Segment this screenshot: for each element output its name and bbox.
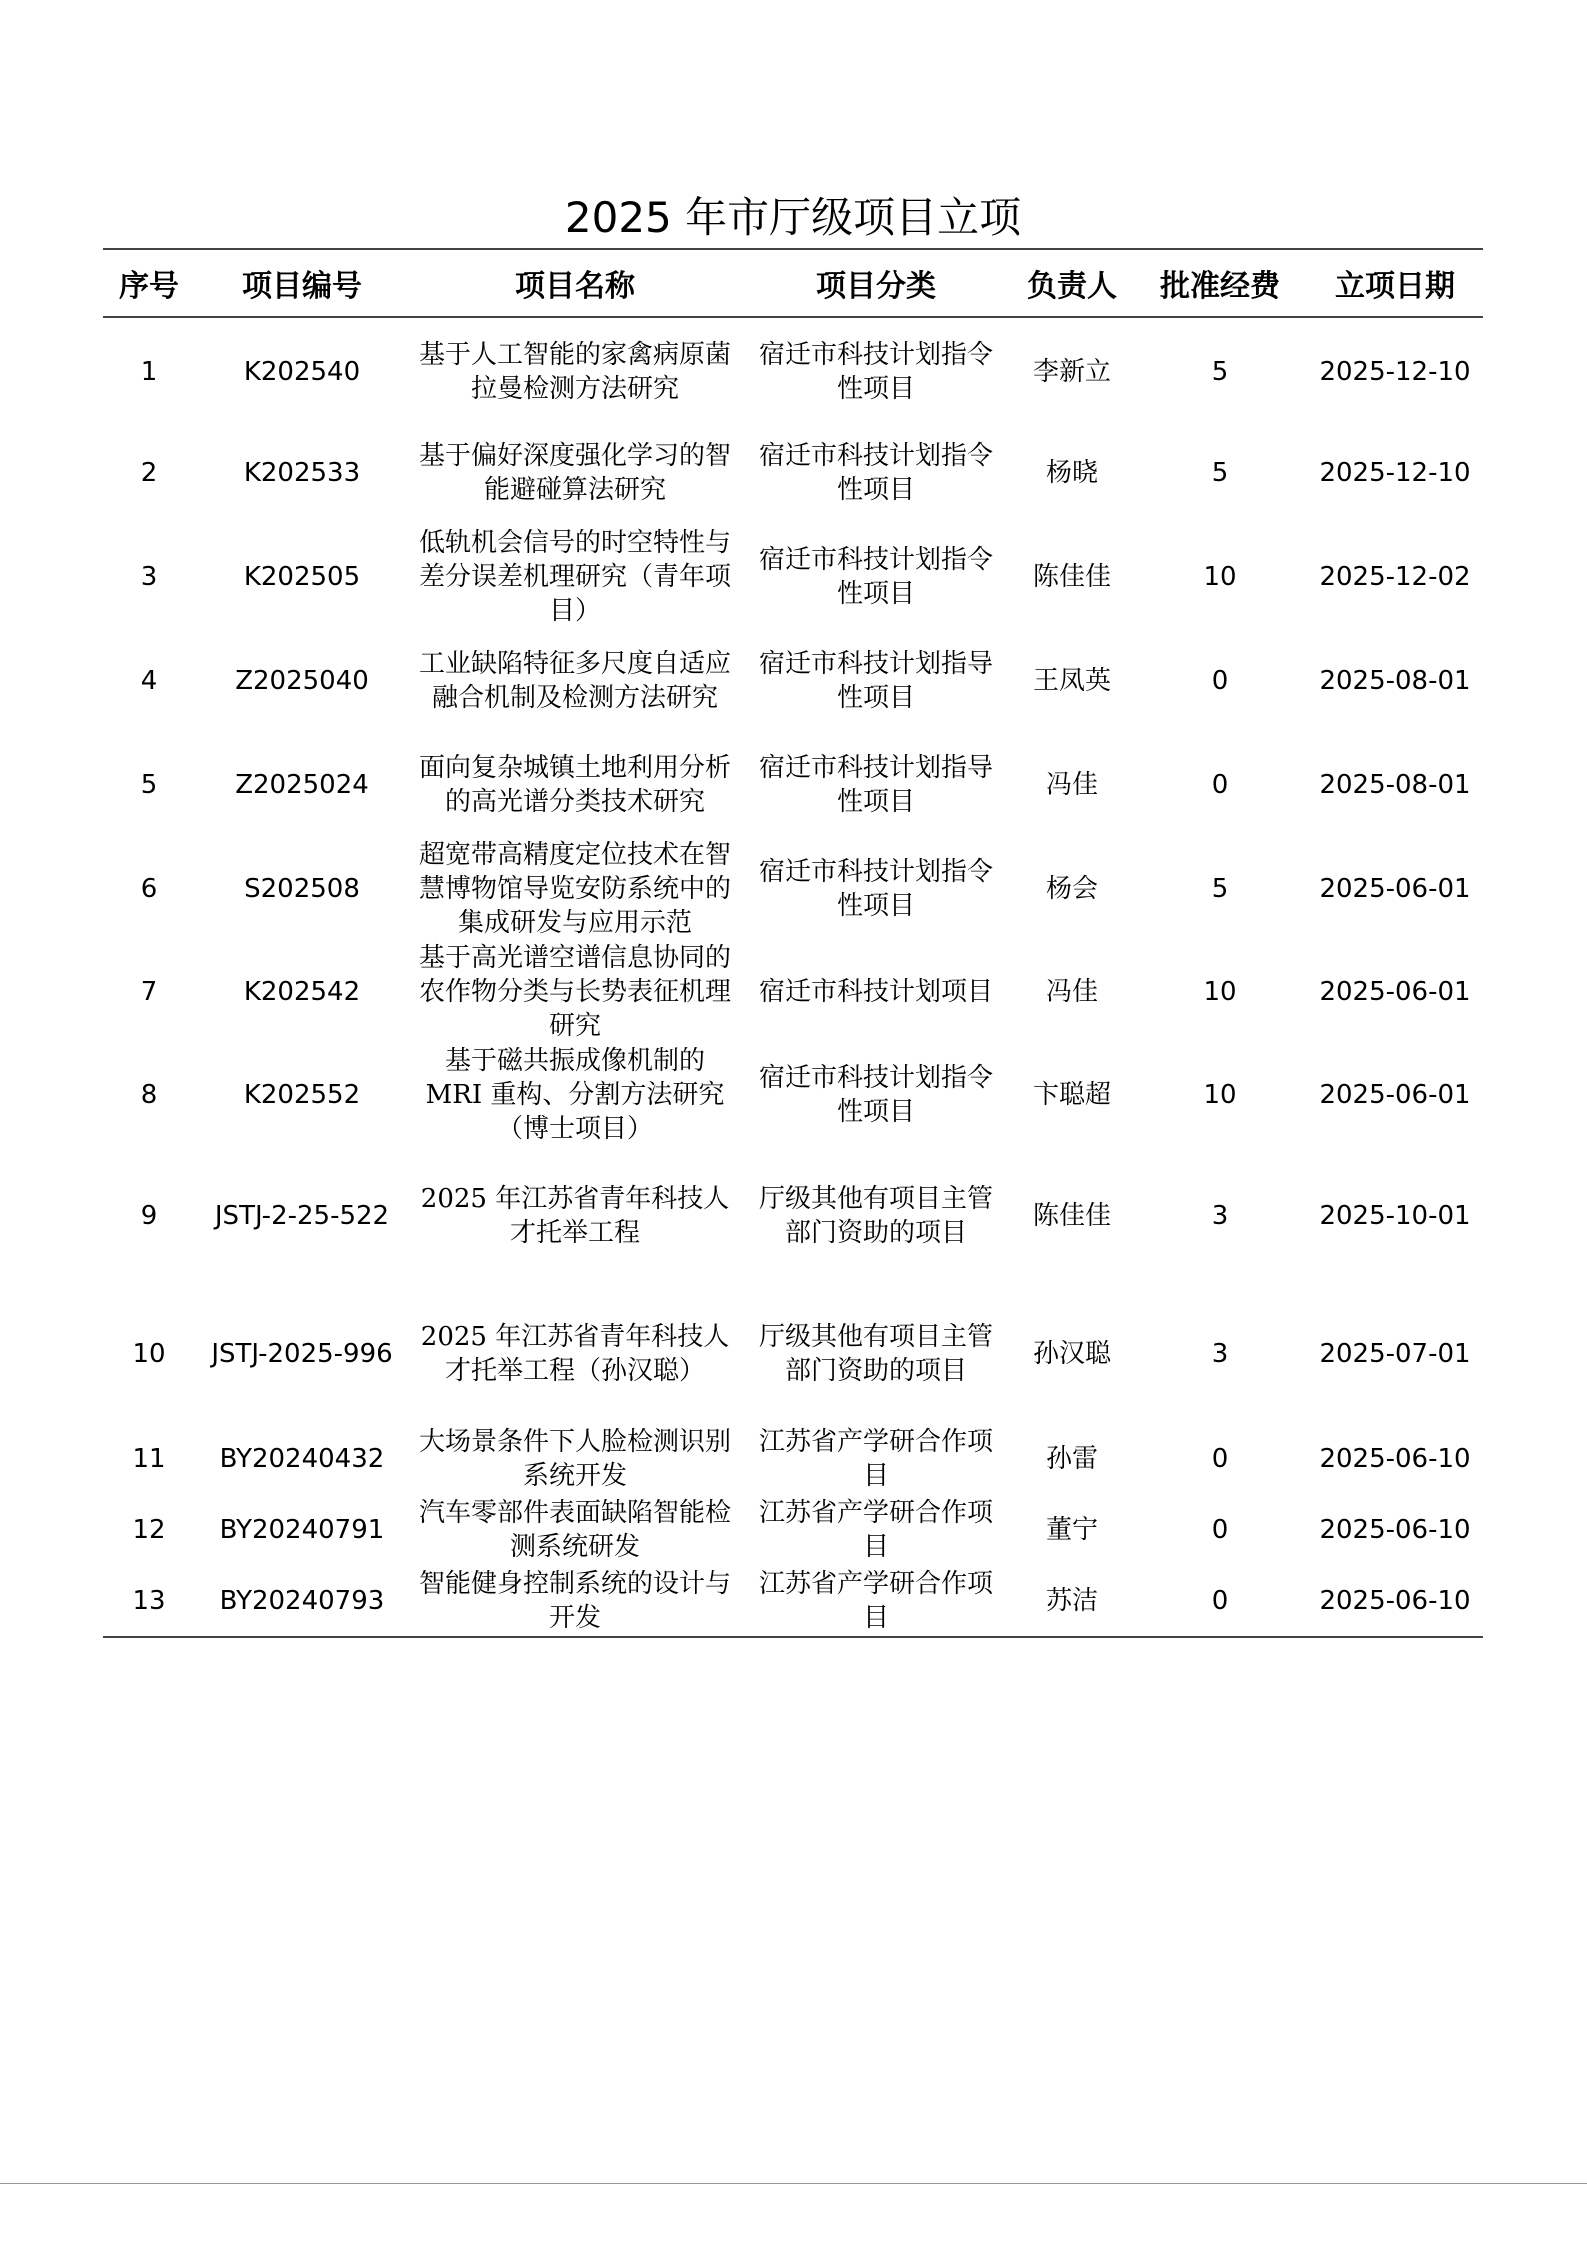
cell-code: JSTJ-2025-996 <box>211 1339 393 1369</box>
cell-category: 宿迁市科技计划指令性项目 <box>758 441 993 505</box>
cell-date: 2025-12-02 <box>1319 562 1471 592</box>
table-row <box>103 837 1483 941</box>
cell-code: Z2025024 <box>235 770 369 800</box>
cell-leader: 卞聪超 <box>1032 1080 1111 1110</box>
table-row <box>103 421 1483 525</box>
cell-name: 低轨机会信号的时空特性与差分误差机理研究（青年项目） <box>418 528 731 626</box>
page-divider <box>0 2183 1587 2184</box>
table-body <box>103 317 1483 1637</box>
cell-no: 12 <box>132 1515 166 1545</box>
header-funding: 批准经费 <box>1160 269 1280 304</box>
cell-no: 3 <box>140 562 158 592</box>
cell-code: JSTJ-2-25-522 <box>214 1201 390 1231</box>
cell-name: 2025 年江苏省青年科技人才托举工程 <box>420 1184 730 1248</box>
cell-funding: 0 <box>1211 1585 1229 1616</box>
cell-funding: 0 <box>1211 666 1229 696</box>
cell-funding: 5 <box>1211 356 1229 387</box>
cell-funding: 10 <box>1203 1080 1237 1110</box>
cell-funding: 0 <box>1211 1444 1229 1474</box>
cell-category: 厅级其他有项目主管部门资助的项目 <box>758 1322 993 1386</box>
cell-code: S202508 <box>244 874 360 904</box>
cell-date: 2025-12-10 <box>1319 458 1471 488</box>
header-name: 项目名称 <box>515 269 635 304</box>
table-row <box>103 1423 1483 1495</box>
cell-leader: 陈佳佳 <box>1032 562 1111 592</box>
cell-code: Z2025040 <box>235 666 369 696</box>
cell-leader: 孙雷 <box>1045 1444 1098 1474</box>
cell-leader: 苏洁 <box>1045 1585 1098 1616</box>
cell-code: BY20240791 <box>219 1515 385 1545</box>
cell-no: 6 <box>140 874 158 904</box>
table-row <box>103 1147 1483 1285</box>
cell-code: BY20240793 <box>219 1585 385 1616</box>
cell-date: 2025-08-01 <box>1319 666 1471 696</box>
project-table-container <box>103 248 1483 1638</box>
table-row <box>103 733 1483 837</box>
cell-category: 宿迁市科技计划指令性项目 <box>758 545 993 609</box>
page-title: 2025 年市厅级项目立项 <box>564 193 1022 242</box>
cell-date: 2025-08-01 <box>1319 770 1471 800</box>
cell-funding: 0 <box>1211 1515 1229 1545</box>
cell-name: 汽车零部件表面缺陷智能检测系统研发 <box>418 1498 731 1562</box>
cell-date: 2025-06-10 <box>1319 1444 1471 1474</box>
cell-name: 基于高光谱空谱信息协同的农作物分类与长势表征机理研究 <box>418 943 731 1041</box>
cell-code: K202533 <box>243 458 361 488</box>
cell-funding: 10 <box>1203 977 1237 1007</box>
cell-leader: 王凤英 <box>1032 666 1111 696</box>
header-code: 项目编号 <box>242 269 362 304</box>
header-category: 项目分类 <box>816 269 936 304</box>
cell-leader: 李新立 <box>1032 356 1111 387</box>
cell-category: 宿迁市科技计划指令性项目 <box>758 1063 993 1127</box>
cell-date: 2025-07-01 <box>1319 1339 1471 1369</box>
cell-name: 大场景条件下人脸检测识别系统开发 <box>418 1427 731 1491</box>
table-row <box>103 1565 1483 1637</box>
cell-category: 宿迁市科技计划指令性项目 <box>758 857 993 921</box>
cell-category: 宿迁市科技计划指导性项目 <box>758 753 993 817</box>
table-row <box>103 1043 1483 1147</box>
cell-funding: 5 <box>1211 458 1229 488</box>
cell-no: 7 <box>140 977 158 1007</box>
cell-no: 8 <box>140 1080 158 1110</box>
table-row <box>103 629 1483 733</box>
cell-date: 2025-06-01 <box>1319 874 1471 904</box>
table-row <box>103 1495 1483 1565</box>
cell-leader: 董宁 <box>1045 1515 1098 1545</box>
cell-date: 2025-06-10 <box>1319 1585 1471 1616</box>
cell-category: 江苏省产学研合作项目 <box>758 1498 993 1562</box>
cell-name: 工业缺陷特征多尺度自适应融合机制及检测方法研究 <box>418 649 731 713</box>
cell-date: 2025-12-10 <box>1319 356 1471 387</box>
cell-name: 面向复杂城镇土地利用分析的高光谱分类技术研究 <box>418 753 731 817</box>
cell-name: 智能健身控制系统的设计与开发 <box>418 1568 731 1633</box>
cell-funding: 5 <box>1211 874 1229 904</box>
cell-no: 5 <box>140 770 158 800</box>
cell-category: 江苏省产学研合作项目 <box>758 1568 993 1633</box>
cell-code: K202505 <box>243 562 361 592</box>
cell-leader: 冯佳 <box>1045 977 1098 1007</box>
cell-code: K202542 <box>243 977 361 1007</box>
cell-name: 基于偏好深度强化学习的智能避碰算法研究 <box>418 441 731 505</box>
cell-no: 10 <box>132 1339 166 1369</box>
table-row <box>103 941 1483 1043</box>
cell-no: 9 <box>140 1201 158 1231</box>
cell-category: 宿迁市科技计划项目 <box>758 977 993 1007</box>
table-row <box>103 525 1483 629</box>
header-leader: 负责人 <box>1027 269 1117 304</box>
table-row <box>103 1285 1483 1423</box>
header-no: 序号 <box>119 269 179 304</box>
cell-date: 2025-06-01 <box>1319 977 1471 1007</box>
cell-funding: 3 <box>1211 1339 1229 1369</box>
table-row <box>103 317 1483 421</box>
cell-no: 13 <box>132 1585 166 1616</box>
cell-category: 厅级其他有项目主管部门资助的项目 <box>758 1184 993 1248</box>
cell-leader: 冯佳 <box>1045 770 1098 800</box>
cell-date: 2025-10-01 <box>1319 1201 1471 1231</box>
project-table <box>103 248 1483 1638</box>
cell-leader: 杨会 <box>1045 874 1098 904</box>
cell-date: 2025-06-01 <box>1319 1080 1471 1110</box>
cell-code: BY20240432 <box>219 1444 385 1474</box>
cell-no: 2 <box>140 458 158 488</box>
cell-category: 江苏省产学研合作项目 <box>758 1427 993 1491</box>
cell-funding: 10 <box>1203 562 1237 592</box>
cell-name: 2025 年江苏省青年科技人才托举工程（孙汉聪） <box>420 1322 730 1386</box>
cell-no: 11 <box>132 1444 166 1474</box>
cell-funding: 0 <box>1211 770 1229 800</box>
cell-name: 基于磁共振成像机制的 MRI 重构、分割方法研究（博士项目） <box>425 1046 725 1144</box>
cell-category: 宿迁市科技计划指导性项目 <box>758 649 993 713</box>
cell-date: 2025-06-10 <box>1319 1515 1471 1545</box>
cell-name: 超宽带高精度定位技术在智慧博物馆导览安防系统中的集成研发与应用示范 <box>418 840 731 938</box>
cell-leader: 杨晓 <box>1045 458 1098 488</box>
cell-leader: 孙汉聪 <box>1032 1339 1111 1369</box>
cell-code: K202552 <box>243 1080 361 1110</box>
cell-code: K202540 <box>243 356 361 387</box>
cell-no: 1 <box>140 356 158 387</box>
cell-funding: 3 <box>1211 1201 1229 1231</box>
header-date: 立项日期 <box>1335 269 1455 304</box>
cell-name: 基于人工智能的家禽病原菌拉曼检测方法研究 <box>418 339 731 404</box>
table-header-row <box>103 249 1483 317</box>
cell-leader: 陈佳佳 <box>1032 1201 1111 1231</box>
cell-category: 宿迁市科技计划指令性项目 <box>758 339 993 404</box>
cell-no: 4 <box>140 666 158 696</box>
